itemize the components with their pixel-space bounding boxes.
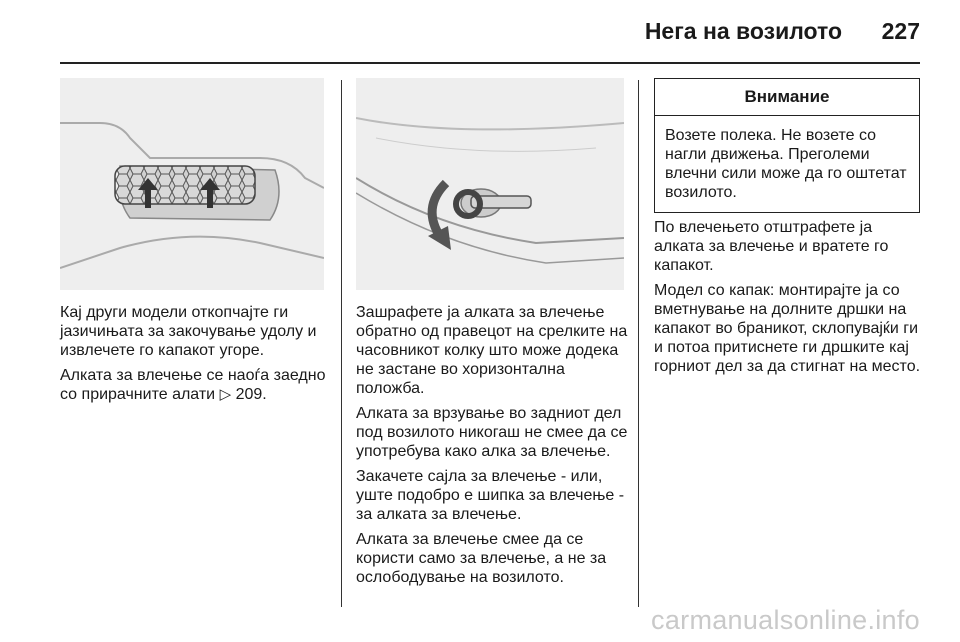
page-number: 227: [881, 18, 920, 44]
paragraph: [60, 366, 332, 404]
paragraph: Кај други модели откопчајте ги јазичињата за закочување удолу и извлечете го капакот угоре.: [60, 304, 317, 359]
middle-column-text: [356, 303, 628, 593]
column-divider-left: [341, 80, 342, 607]
towing-eye-drawing: [356, 78, 624, 290]
paragraph: Алката за влечење смее да се користи само за влечење, а не за ослободување на возилото.: [356, 531, 607, 586]
towing-eye-illustration: [356, 78, 624, 290]
left-column-text: [60, 303, 332, 410]
column-divider-right: [638, 80, 639, 607]
header-divider: [60, 62, 920, 64]
paragraph: Алката за врзување во задниот дел под возилото никогаш не смее да се употребува како алка за влечење.: [356, 405, 628, 460]
warning-title: Внимание: [655, 79, 919, 116]
bumper-cover-illustration: [60, 78, 324, 290]
paragraph: Зашрафете ја алката за влечење обратно од правецот на срелките на часовникот колку што може додека не застане во хоризонтална положба.: [356, 304, 628, 397]
bumper-cover-drawing: [60, 78, 324, 290]
paragraph-text: Алката за влечење се наоѓа заедно со прирачните алати: [60, 367, 326, 403]
paragraph: Модел со капак: монтирајте ја со вметнување на долните дршки на капакот во браникот, склопувајќи ги и потоа притиснете ги дршките кај горниот дел за да стигнат на место.: [654, 282, 921, 375]
paragraph: Закачете сајла за влечење - или, уште подобро е шипка за влечење - за алката за влечење.: [356, 468, 625, 523]
watermark: carmanualsonline.info: [651, 605, 920, 635]
page-title: Нега на возилото: [644, 18, 842, 44]
paragraph: По влечењето отштрафете ја алката за влечење и вратете го капакот.: [654, 219, 889, 274]
page-reference: 209.: [235, 386, 267, 403]
right-column-text: [654, 218, 922, 382]
triangle-right-icon: ▷: [219, 386, 232, 403]
warning-body: Возете полека. Не возете со нагли движења. Преголеми влечни сили може да го оштетат возилото.: [665, 127, 907, 201]
warning-box: [654, 78, 920, 213]
